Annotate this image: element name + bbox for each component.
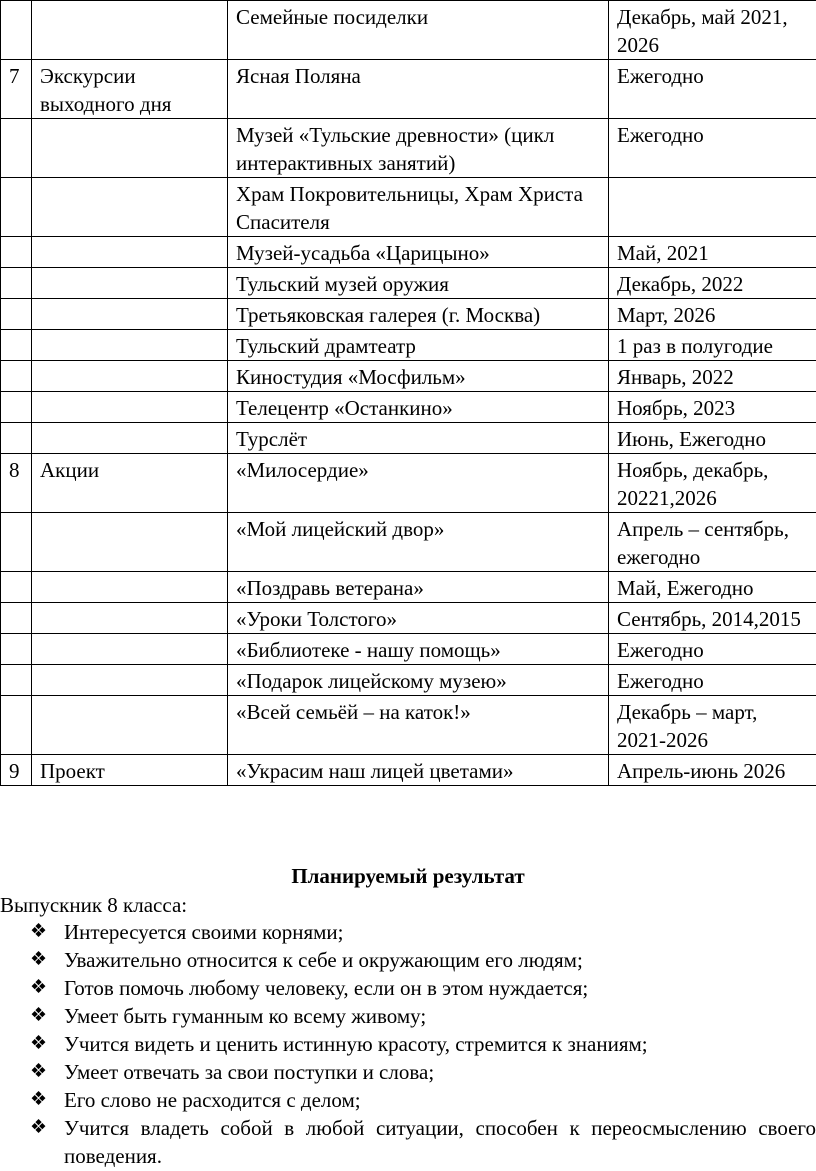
row-event: «Мой лицейский двор»	[228, 513, 609, 572]
diamond-bullet-icon: ❖	[30, 1117, 48, 1138]
result-item	[30, 1002, 816, 1030]
result-item	[30, 1058, 816, 1086]
row-date: Июнь, Ежегодно	[609, 423, 816, 454]
result-item-text: Интересуется своими корнями;	[64, 920, 344, 944]
row-date: Ноябрь, 2023	[609, 392, 816, 423]
row-number	[1, 361, 32, 392]
table-row	[1, 60, 816, 119]
diamond-bullet-icon: ❖	[30, 1005, 48, 1026]
result-item	[30, 974, 816, 1002]
row-number: 8	[1, 454, 32, 513]
row-number	[1, 423, 32, 454]
table-row	[1, 513, 816, 572]
row-category	[32, 1, 228, 60]
row-event: Ясная Поляна	[228, 60, 609, 119]
row-number	[1, 237, 32, 268]
table-row	[1, 178, 816, 237]
row-category	[32, 268, 228, 299]
row-date: Ежегодно	[609, 60, 816, 119]
result-item	[30, 1030, 816, 1058]
table-row	[1, 634, 816, 665]
row-number	[1, 572, 32, 603]
row-category	[32, 178, 228, 237]
row-category	[32, 237, 228, 268]
row-date: Декабрь, 2022	[609, 268, 816, 299]
row-category: Экскурсии выходного дня	[32, 60, 228, 119]
row-date: Ежегодно	[609, 119, 816, 178]
row-number	[1, 268, 32, 299]
row-number: 9	[1, 755, 32, 786]
table-row	[1, 572, 816, 603]
diamond-bullet-icon: ❖	[30, 1033, 48, 1054]
row-date: Декабрь, май 2021, 2026	[609, 1, 816, 60]
row-category	[32, 361, 228, 392]
table-row	[1, 423, 816, 454]
row-event: «Библиотеке - нашу помощь»	[228, 634, 609, 665]
table-row	[1, 237, 816, 268]
row-date: Апрель – сентябрь, ежегодно	[609, 513, 816, 572]
row-event: «Всей семьёй – на каток!»	[228, 696, 609, 755]
table-row	[1, 299, 816, 330]
row-number: 7	[1, 60, 32, 119]
row-category	[32, 299, 228, 330]
result-item-text: Учится видеть и ценить истинную красоту, стремится к знаниям;	[64, 1032, 648, 1056]
row-number	[1, 330, 32, 361]
row-category	[32, 513, 228, 572]
diamond-bullet-icon: ❖	[30, 1061, 48, 1082]
row-number	[1, 392, 32, 423]
row-date: Май, Ежегодно	[609, 572, 816, 603]
result-item	[30, 918, 816, 946]
row-date: Январь, 2022	[609, 361, 816, 392]
row-date	[609, 178, 816, 237]
row-number	[1, 513, 32, 572]
result-lead: Выпускник 8 класса:	[0, 893, 188, 917]
row-date: 1 раз в полугодие	[609, 330, 816, 361]
row-category	[32, 665, 228, 696]
row-date: Ежегодно	[609, 634, 816, 665]
row-date: Март, 2026	[609, 299, 816, 330]
row-category	[32, 423, 228, 454]
row-event: Храм Покровительницы, Храм Христа Спасителя	[228, 178, 609, 237]
row-number	[1, 665, 32, 696]
row-event: Киностудия «Мосфильм»	[228, 361, 609, 392]
table-row	[1, 603, 816, 634]
row-number	[1, 634, 32, 665]
diamond-bullet-icon: ❖	[30, 949, 48, 970]
diamond-bullet-icon: ❖	[30, 921, 48, 942]
row-event: Телецентр «Останкино»	[228, 392, 609, 423]
row-event: Тульский драмтеатр	[228, 330, 609, 361]
row-date: Сентябрь, 2014,2015	[609, 603, 816, 634]
table-row	[1, 392, 816, 423]
row-category	[32, 603, 228, 634]
row-category	[32, 696, 228, 755]
row-event: «Поздравь ветерана»	[228, 572, 609, 603]
result-item-text: Готов помочь любому человеку, если он в этом нуждается;	[64, 976, 589, 1000]
row-event: Музей «Тульские древности» (цикл интерактивных занятий)	[228, 119, 609, 178]
row-category: Проект	[32, 755, 228, 786]
row-event: «Украсим наш лицей цветами»	[228, 755, 609, 786]
result-item-text: Его слово не расходится с делом;	[64, 1088, 361, 1112]
row-event: Турслёт	[228, 423, 609, 454]
table-row	[1, 665, 816, 696]
diamond-bullet-icon: ❖	[30, 1089, 48, 1110]
result-item	[30, 946, 816, 974]
events-table-body	[1, 1, 816, 786]
result-item-text: Умеет отвечать за свои поступки и слова;	[64, 1060, 435, 1084]
result-item-text: Уважительно относится к себе и окружающим его людям;	[64, 948, 583, 972]
row-date: Ноябрь, декабрь, 20221,2026	[609, 454, 816, 513]
row-number	[1, 603, 32, 634]
table-row	[1, 755, 816, 786]
table-row	[1, 696, 816, 755]
row-category: Акции	[32, 454, 228, 513]
table-row	[1, 454, 816, 513]
diamond-bullet-icon: ❖	[30, 977, 48, 998]
row-event: «Милосердие»	[228, 454, 609, 513]
row-event: «Уроки Толстого»	[228, 603, 609, 634]
row-number	[1, 696, 32, 755]
row-category	[32, 330, 228, 361]
table-row	[1, 1, 816, 60]
result-item-text: Умеет быть гуманным ко всему живому;	[64, 1004, 427, 1028]
table-row	[1, 268, 816, 299]
row-category	[32, 119, 228, 178]
row-number	[1, 119, 32, 178]
row-date: Ежегодно	[609, 665, 816, 696]
row-event: Третьяковская галерея (г. Москва)	[228, 299, 609, 330]
table-row	[1, 119, 816, 178]
row-date: Май, 2021	[609, 237, 816, 268]
result-list	[30, 918, 816, 1170]
row-category	[32, 392, 228, 423]
row-category	[32, 572, 228, 603]
row-number	[1, 1, 32, 60]
row-number	[1, 178, 32, 237]
row-event: Тульский музей оружия	[228, 268, 609, 299]
section-title: Планируемый результат	[291, 864, 525, 888]
row-event: Семейные посиделки	[228, 1, 609, 60]
table-row	[1, 330, 816, 361]
row-date: Апрель-июнь 2026	[609, 755, 816, 786]
row-category	[32, 634, 228, 665]
row-number	[1, 299, 32, 330]
result-item	[30, 1086, 816, 1114]
result-item	[30, 1114, 816, 1170]
result-item-text: Учится владеть собой в любой ситуации, способен к переосмыслению своего поведения.	[64, 1116, 816, 1168]
row-event: «Подарок лицейскому музею»	[228, 665, 609, 696]
table-row	[1, 361, 816, 392]
row-date: Декабрь – март, 2021-2026	[609, 696, 816, 755]
row-event: Музей-усадьба «Царицыно»	[228, 237, 609, 268]
